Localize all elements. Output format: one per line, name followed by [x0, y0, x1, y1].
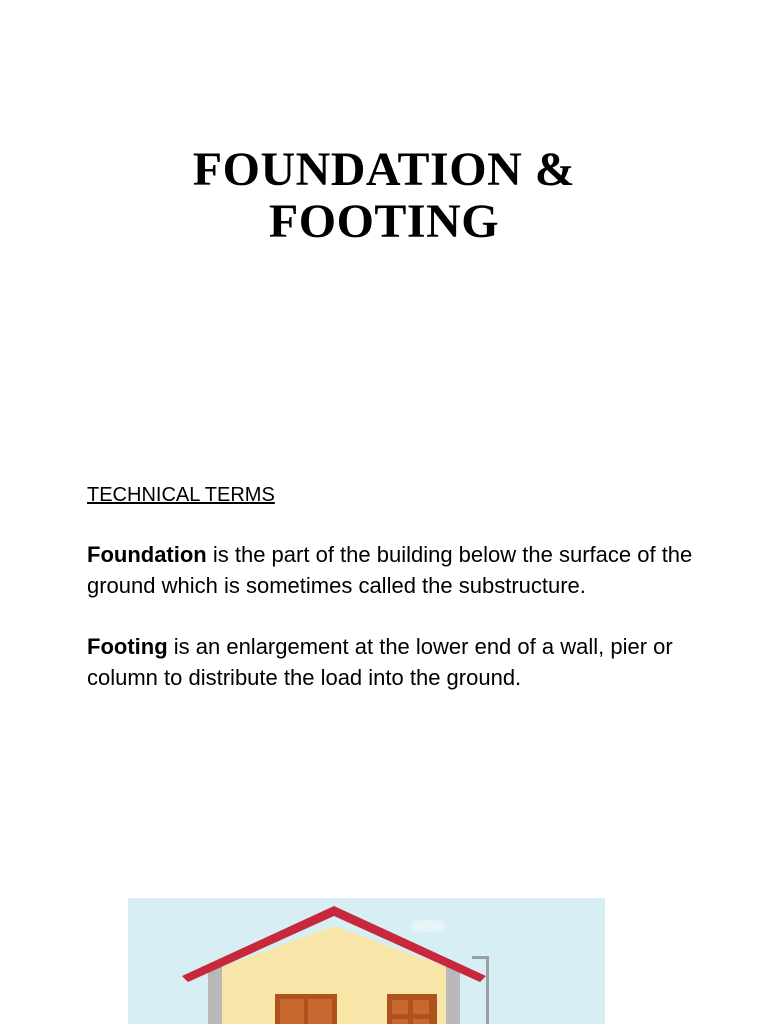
- left-column: [208, 966, 222, 1024]
- section-heading: TECHNICAL TERMS: [87, 484, 275, 506]
- house-illustration: [128, 898, 605, 1024]
- definition-footing-text: is an enlargement at the lower end of a wall, pier or column to distribute the load into the ground.: [87, 634, 673, 690]
- cloud: [410, 920, 446, 932]
- page-title: [0, 144, 768, 248]
- door-panel-left: [280, 999, 304, 1024]
- pipe-vertical: [486, 956, 489, 1024]
- definition-foundation-text: is the part of the building below the surface of the ground which is sometimes called the substructure.: [87, 542, 693, 598]
- window-pane: [413, 1019, 429, 1024]
- title-line-2: FOOTING: [268, 195, 500, 249]
- definition-footing: [87, 631, 727, 693]
- right-column: [446, 966, 460, 1024]
- term-footing: Footing: [87, 634, 168, 659]
- pipe-top: [472, 956, 489, 959]
- content-body: [87, 480, 727, 723]
- definition-foundation: [87, 539, 727, 601]
- term-foundation: Foundation: [87, 542, 207, 567]
- window-pane: [392, 1019, 408, 1024]
- window-pane: [392, 1000, 408, 1014]
- door-panel-right: [308, 999, 332, 1024]
- title-line-1: FOUNDATION &: [192, 143, 576, 197]
- window-pane: [413, 1000, 429, 1014]
